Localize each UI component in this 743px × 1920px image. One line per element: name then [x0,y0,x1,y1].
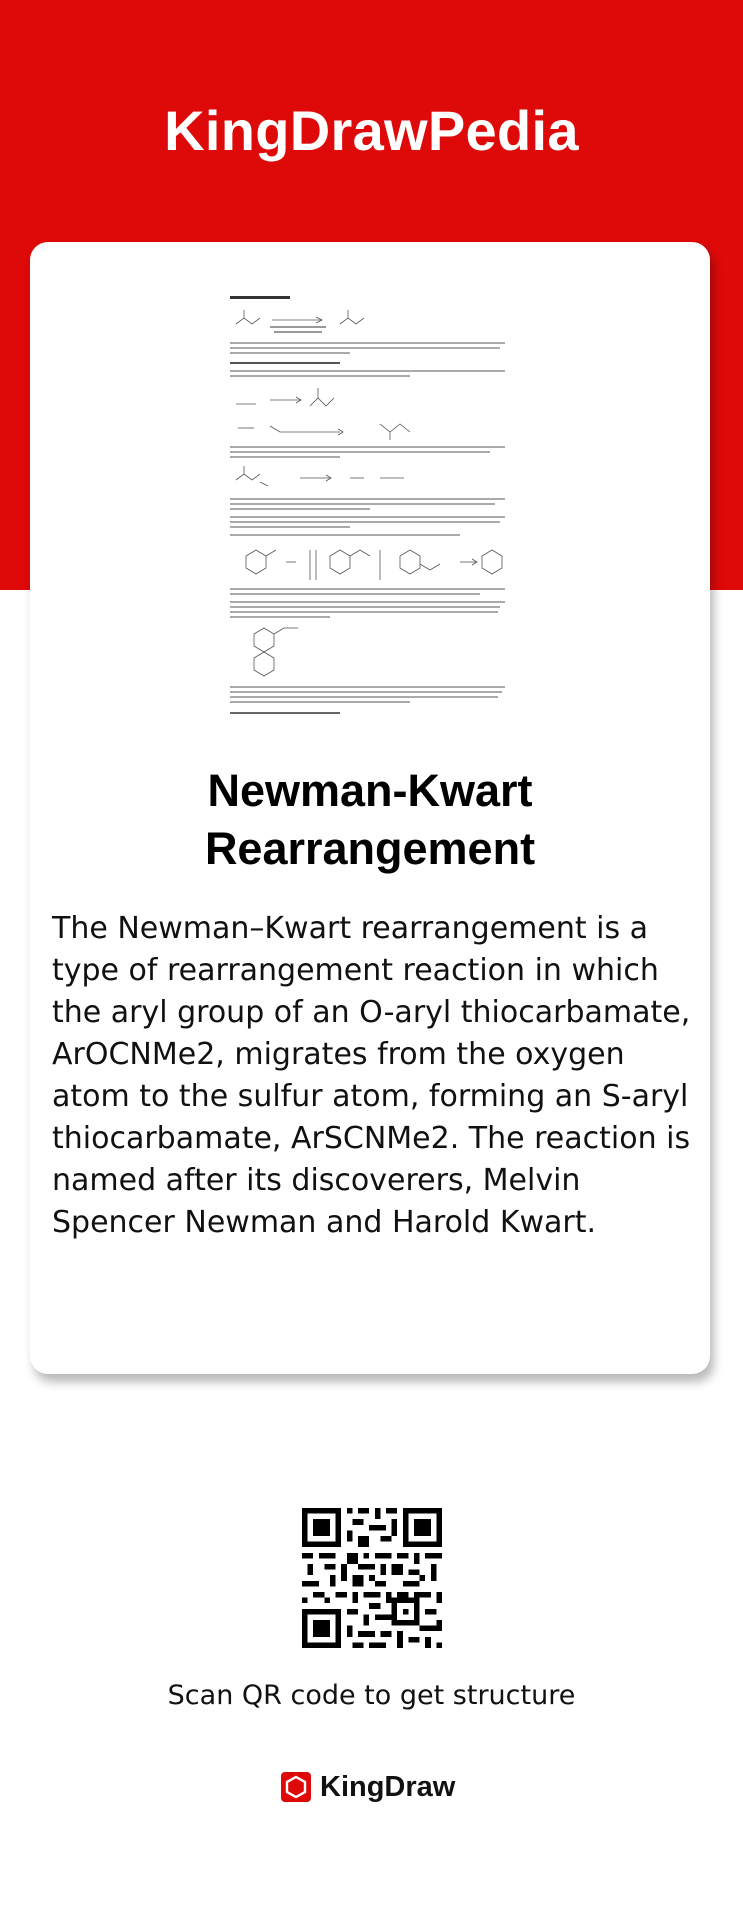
article-card[interactable] [30,242,710,1374]
brand-title: KingDrawPedia [164,99,579,162]
article-description: The Newman–Kwart rearrangement is a type of rearrangement reaction in which the aryl group of an O-aryl thiocarbamate, ArOCNMe2, migrates from the oxygen atom to the sulfur atom, forming an S-aryl thiocarbamate, ArSCNMe2. The reaction is named after its discoverers, Melvin Spencer Newman and Harold Kwart. [52,911,691,1240]
article-title: Newman-Kwart Rearrangement [204,765,536,874]
footer-logo-text: KingDraw [320,1770,456,1803]
qr-code-icon[interactable] [302,1508,442,1648]
kingdraw-logo-icon [281,1772,311,1802]
footer-logo[interactable] [281,1770,455,1804]
document-thumbnail [230,294,510,722]
qr-caption: Scan QR code to get structure [167,1680,576,1711]
